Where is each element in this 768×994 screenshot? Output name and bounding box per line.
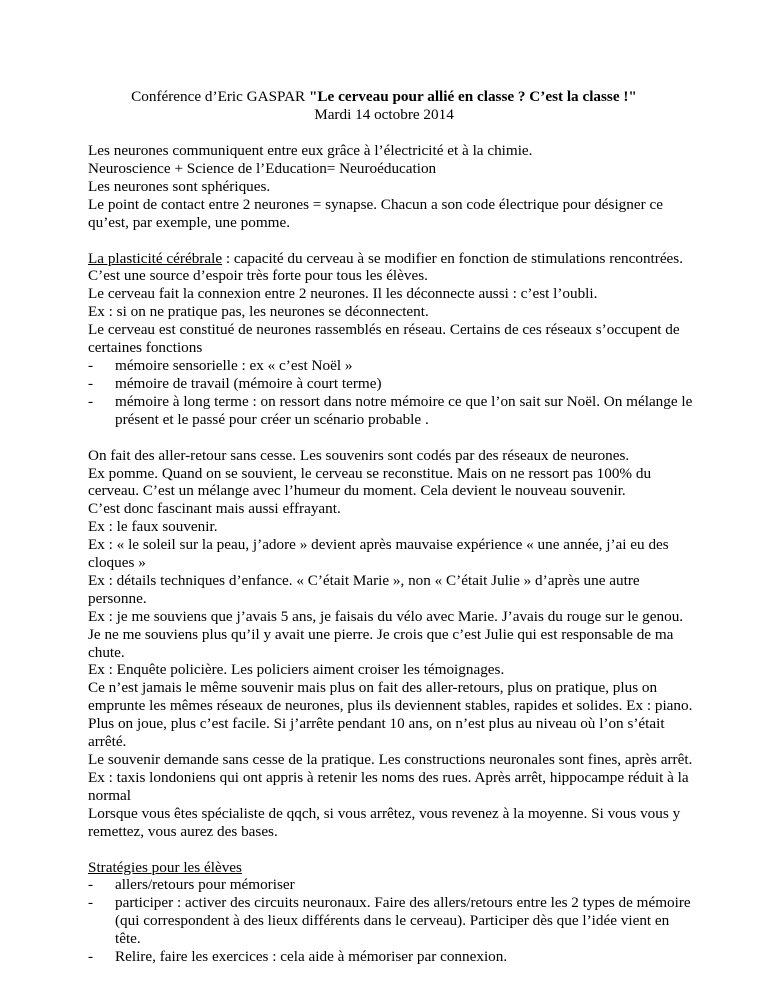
list-item: - participer : activer des circuits neuronaux. Faire des allers/retours entre les 2 types de mémoire (qui correspondent à des lieux différents dans le cerveau). Participer dès que l’idée vient en tête. (88, 894, 698, 948)
conference-title: "Le cerveau pour allié en classe ? C’est la classe !" (308, 88, 637, 105)
list-item: - mémoire sensorielle : ex « c’est Noël » (88, 357, 698, 375)
memory-line: Ex pomme. Quand on se souvient, le cerveau se reconstitue. Mais on ne ressort pas 100% du cerveau. C’est un mélange avec l’humeur du moment. Cela devient le nouveau souvenir. (88, 464, 652, 500)
plasticity-line: Ex : si on ne pratique pas, les neurones se déconnectent. (88, 303, 429, 321)
memory-types-list (88, 357, 698, 429)
conference-title-line (0, 88, 768, 106)
plasticity-definition (88, 250, 698, 286)
document-header (0, 88, 768, 124)
plasticity-heading: La plasticité cérébrale (88, 249, 223, 267)
list-item: - mémoire à long terme : on ressort dans notre mémoire ce que l’on sait sur Noël. On mélange le présent et le passé pour créer un scénario probable . (88, 393, 698, 429)
memory-line: Ex : je me souviens que j’avais 5 ans, je faisais du vélo avec Marie. J’avais du rouge sur le genou. Je ne me souviens plus qu’il y avait une pierre. Je crois que c’est Julie qui est responsable de ma chute. (88, 607, 684, 661)
memory-line: Ex : détails techniques d’enfance. « C’était Marie », non « C’était Julie » d’après une autre personne. (88, 571, 640, 607)
intro-line: Le point de contact entre 2 neurones = synapse. Chacun a son code électrique pour désigner ce qu’est, par exemple, une pomme. (88, 195, 663, 231)
memory-line: On fait des aller-retour sans cesse. Les souvenirs sont codés par des réseaux de neurones. (88, 446, 630, 464)
intro-line: Les neurones sont sphériques. (88, 177, 271, 195)
document-body (88, 142, 698, 966)
conference-speaker: Conférence d’Eric GASPAR (131, 88, 309, 105)
memory-line: Ex : « le soleil sur la peau, j’adore » devient après mauvaise expérience « une année, j’ai eu des cloques » (88, 536, 669, 572)
strategies-heading: Stratégies pour les élèves (88, 858, 242, 876)
memory-line: Ex : taxis londoniens qui ont appris à retenir les noms des rues. Après arrêt, hippocampe réduit à la normal (88, 768, 689, 804)
memory-line: Ex : le faux souvenir. (88, 518, 218, 536)
memory-line: Le souvenir demande sans cesse de la pratique. Les constructions neuronales sont fines, après arrêt. (88, 751, 693, 768)
strategies-list (88, 876, 698, 966)
intro-line: Neuroscience + Science de l’Education= Neuroéducation (88, 159, 437, 177)
memory-line: Ce n’est jamais le même souvenir mais plus on fait des aller-retours, plus on pratique, plus on emprunte les mêmes réseaux de neurones, plus ils deviennent stables, rapides et solides. Ex : piano. Plus on joue, plus c’est facile. Si j’arrête pendant 10 ans, on n’est plus au niveau où l’on s’était arrêté. (88, 679, 693, 751)
list-item: - allers/retours pour mémoriser (88, 876, 698, 894)
plasticity-line: Le cerveau est constitué de neurones rassemblés en réseau. Certains de ces réseaux s’occupent de certaines fonctions (88, 321, 680, 357)
conference-date: Mardi 14 octobre 2014 (314, 105, 454, 123)
memory-line: C’est donc fascinant mais aussi effrayant. (88, 500, 341, 518)
plasticity-definition-text: : capacité du cerveau à se modifier en fonction de stimulations rencontrées. C’est une source d’espoir très forte pour tous les élèves. (88, 249, 684, 285)
intro-line: Les neurones communiquent entre eux grâce à l’électricité et à la chimie. (88, 142, 533, 159)
plasticity-line: Le cerveau fait la connexion entre 2 neurones. Il les déconnecte aussi : c’est l’oubli. (88, 285, 598, 303)
list-item: - Relire, faire les exercices : cela aide à mémoriser par connexion. (88, 948, 698, 966)
list-item: - mémoire de travail (mémoire à court terme) (88, 375, 698, 393)
memory-line: Lorsque vous êtes spécialiste de qqch, si vous arrêtez, vous revenez à la moyenne. Si vous vous y remettez, vous aurez des bases. (88, 804, 681, 840)
memory-line: Ex : Enquête policière. Les policiers aiment croiser les témoignages. (88, 661, 505, 679)
